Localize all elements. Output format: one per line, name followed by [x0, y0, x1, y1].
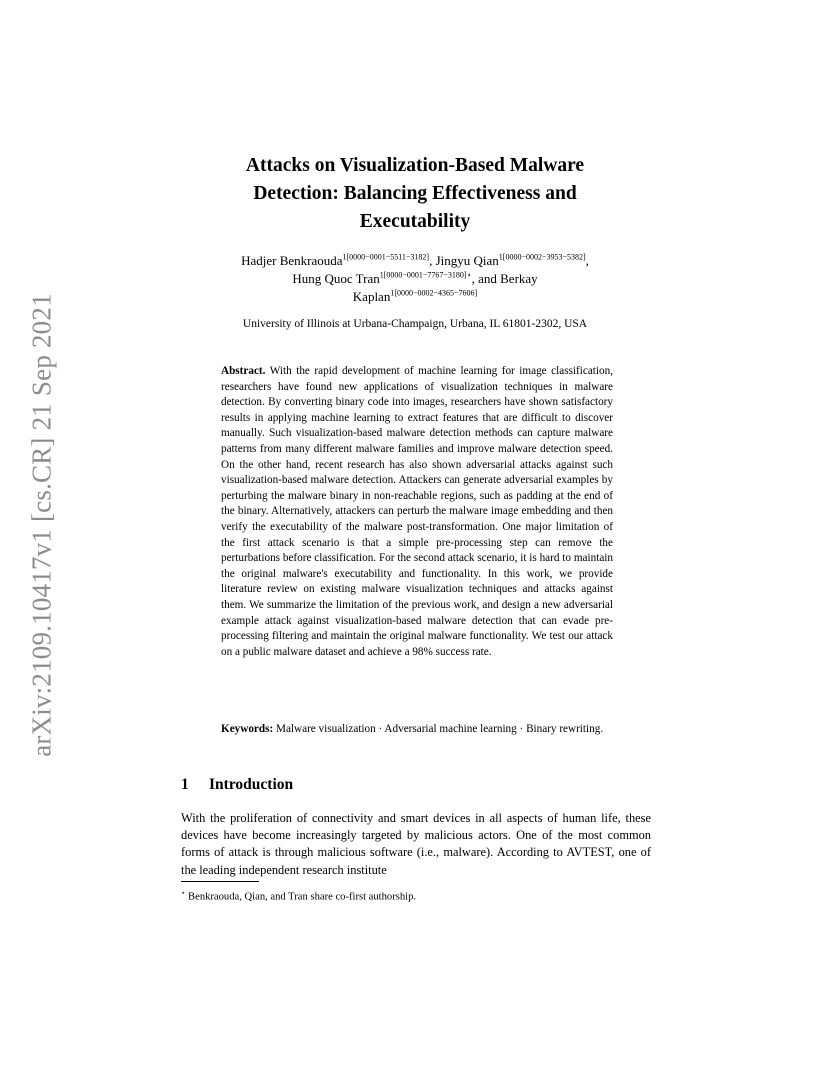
- author-line-3: [180, 288, 650, 306]
- title-line-2: Detection: Balancing Effectiveness and: [253, 183, 577, 204]
- title-line-1: Attacks on Visualization-Based Malware: [245, 155, 585, 176]
- author-orcid: 1[0000−0001−5511−3182]: [342, 252, 430, 262]
- footnote-mark: ⋆: [181, 889, 186, 897]
- section-number: 1: [181, 776, 189, 793]
- arxiv-sidebar: [22, 290, 62, 760]
- abstract: [221, 364, 613, 660]
- footnote: [181, 886, 651, 905]
- author-conjunction: , and Berkay: [471, 271, 538, 286]
- paper-title: [180, 152, 650, 236]
- section-heading: [181, 776, 293, 794]
- keywords-text: Malware visualization · Adversarial machine learning · Binary rewriting.: [276, 723, 604, 735]
- arxiv-identifier: arXiv:2109.10417v1 [cs.CR] 21 Sep 2021: [26, 293, 57, 757]
- intro-paragraph: With the proliferation of connectivity and smart devices in all aspects of human life, these devices have become increasingly targeted by malicious actors. One of the most common forms of attack is through malicious software (i.e., malware). According to AVTEST, one of the leading independent research institute: [181, 811, 651, 877]
- author-name: Hung Quoc Tran: [292, 271, 380, 286]
- author-orcid: 1[0000−0002−4365−7606]: [390, 288, 478, 298]
- abstract-text: With the rapid development of machine learning for image classification, researchers have found new applications of visualization techniques in malware detection. By converting binary code into images, researchers have shown satisfactory results in applying machine learning to extract features that are difficult to discover manually. Such visualization-based malware detection methods can capture malware patterns from many different malware families and improve malware detection speed. On the other hand, recent research has also shown adversarial attacks against such visualization-based malware detection. Attackers can generate adversarial examples by perturbing the malware binary in non-reachable regions, such as padding at the end of the binary. Alternatively, attackers can perturb the malware image embedding and then verify the executability of the malware post-transformation. One major limitation of the first attack scenario is that a simple pre-processing step can remove the perturbations before classification. For the second attack scenario, it is hard to maintain the original malware's executability and functionality. In this work, we provide literature review on existing malware visualization techniques and attacks against them. We summarize the limitation of the previous work, and design a new adversarial example attack against visualization-based malware detection that can evade pre-processing filtering and maintain the original malware functionality. We test our attack on a public malware dataset and achieve a 98% success rate.: [221, 365, 613, 658]
- keywords-label: Keywords:: [221, 723, 274, 735]
- abstract-label: Abstract.: [221, 365, 266, 377]
- author-name: Kaplan: [352, 289, 391, 304]
- title-line-3: Executability: [359, 211, 471, 232]
- keywords: [221, 722, 613, 738]
- author-line-1: Hadjer Benkraouda$^{1[0000-0001-5511-3182]}$, Jingyu Qian$^{1[0000-0002-3953-5382]}$,: [241, 252, 589, 268]
- affiliation: University of Illinois at Urbana-Champaign, Urbana, IL 61801-2302, USA: [242, 318, 588, 330]
- author-orcid: 1[0000−0001−7767−3180]⋆: [379, 270, 472, 280]
- footnote-divider: [181, 881, 259, 882]
- author-name: Jingyu Qian: [435, 253, 499, 268]
- author-line-2: [180, 270, 650, 288]
- section-title: Introduction: [209, 776, 294, 793]
- footnote-text: Benkraouda, Qian, and Tran share co-first authorship.: [188, 891, 417, 903]
- author-list: [180, 252, 650, 306]
- author-name: Hadjer Benkraouda: [241, 253, 343, 268]
- author-orcid: 1[0000−0002−3953−5382]: [498, 252, 586, 262]
